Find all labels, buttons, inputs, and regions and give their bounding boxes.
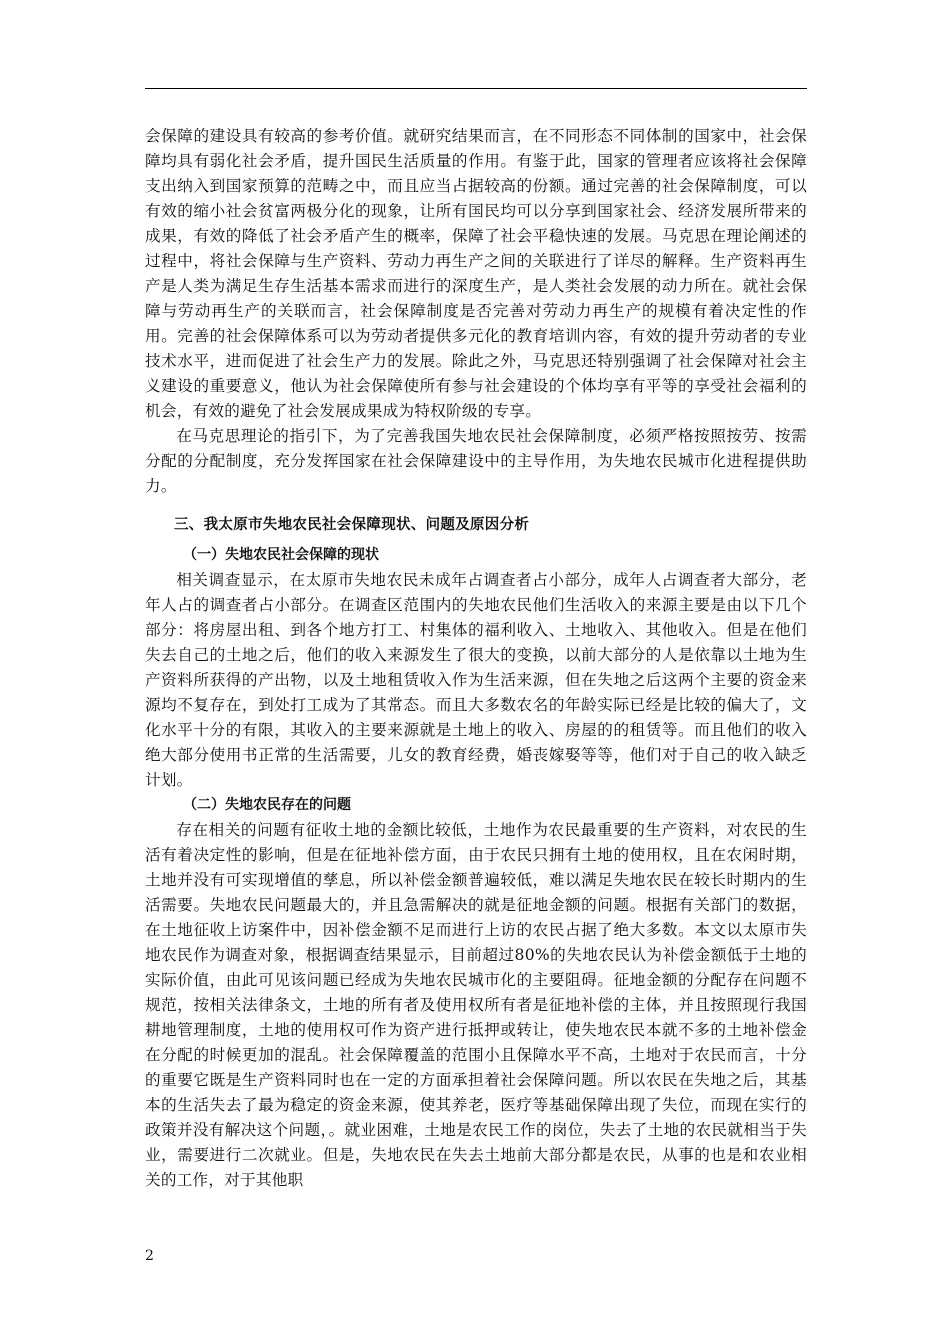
section-title-3: 三、我太原市失地农民社会保障现状、问题及原因分析: [174, 517, 530, 533]
page-number: 2: [145, 1248, 154, 1264]
paragraph-marx-guidance: 在马克思理论的指引下，为了完善我国失地农民社会保障制度，必须严格按照按劳、按需分配的分配制度，充分发挥国家在社会保障建设中的主导作用，为失地农民城市化进程提供助力。: [145, 427, 807, 495]
paragraph-status: 相关调查显示，在太原市失地农民未成年占调查者占小部分，成年人占调查者大部分，老年人占的调查者占小部分。在调查区范围内的失地农民他们生活收入的来源主要是由以下几个部分：将房屋出租、到各个地方打工、村集体的福利收入、土地收入、其他收入。但是在他们失去自己的土地之后，他们的收入来源发生了很大的变换，以前大部分的人是依靠以土地为生产资料所获得的产出物，以及土地租赁收入作为生活来源，但在失地之后这两个主要的资金来源均不复存在，到处打工成为了其常态。而且大多数农名的年龄实际已经是比较的偏大了，文化水平十分的有限，其收入的主要来源就是土地上的收入、房屋的的租赁等。而且他们的收入绝大部分使用书正常的生活需要，儿女的教育经费，婚丧嫁娶等等，他们对于自己的收入缺乏计划。: [145, 571, 807, 789]
subsection-title-status: （一）失地农民社会保障的现状: [183, 547, 379, 563]
document-body: [145, 124, 807, 1193]
paragraph-problems: 存在相关的问题有征收土地的金额比较低，土地作为农民最重要的生产资料，对农民的生活有着决定性的影响，但是在征地补偿方面，由于农民只拥有土地的使用权，且在农闲时期，土地并没有可实现增值的孳息，所以补偿金额普遍较低，难以满足失地农民在较长时期内的生活需要。失地农民问题最大的，并且急需解决的就是征地金额的问题。根据有关部门的数据，在土地征收上访案件中，因补偿金额不足而进行上访的农民占据了绝大多数。本文以太原市失地农民作为调查对象，根据调查结果显示，目前超过80%的失地农民认为补偿金额低于土地的实际价值，由此可见该问题已经成为失地农民城市化的主要阻碍。征地金额的分配存在问题不规范，按相关法律条文，土地的所有者及使用权所有者是征地补偿的主体，并且按照现行我国耕地管理制度，土地的使用权可作为资产进行抵押或转让，使失地农民本就不多的土地补偿金在分配的时候更加的混乱。社会保障覆盖的范围小且保障水平不高，土地对于农民而言，十分的重要它既是生产资料同时也在一定的方面承担着社会保障问题。所以农民在失地之后，其基本的生活失去了最为稳定的资金来源，使其养老，医疗等基础保障出现了失位，而现在实行的政策并没有解决这个问题，。就业困难，土地是农民工作的岗位，失去了土地的农民就相当于失业，需要进行二次就业。但是，失地农民在失去土地前大部分都是农民，从事的也是和农业相关的工作，对于其他职: [145, 821, 807, 1189]
header-rule: [145, 88, 807, 89]
paragraph-social-security-value: 会保障的建设具有较高的参考价值。就研究结果而言，在不同形态不同体制的国家中，社会保障均具有弱化社会矛盾，提升国民生活质量的作用。有鉴于此，国家的管理者应该将社会保障支出纳入到国家预算的范畴之中，而且应当占据较高的份额。通过完善的社会保障制度，可以有效的缩小社会贫富两极分化的现象，让所有国民均可以分享到国家社会、经济发展所带来的成果，有效的降低了社会矛盾产生的概率，保障了社会平稳快速的发展。马克思在理论阐述的过程中，将社会保障与生产资料、劳动力再生产之间的关联进行了详尽的解释。生产资料再生产是人类为满足生存生活基本需求而进行的深度生产，是人类社会发展的动力所在。就社会保障与劳动再生产的关联而言，社会保障制度是否完善对劳动力再生产的规模有着决定性的作用。完善的社会保障体系可以为劳动者提供多元化的教育培训内容，有效的提升劳动者的专业技术水平，进而促进了社会生产力的发展。除此之外，马克思还特别强调了社会保障对社会主义建设的重要意义，他认为社会保障使所有参与社会建设的个体均享有平等的享受社会福利的机会，有效的避免了社会发展成果成为特权阶级的专享。: [145, 127, 807, 420]
subsection-title-problems: （二）失地农民存在的问题: [183, 797, 351, 813]
